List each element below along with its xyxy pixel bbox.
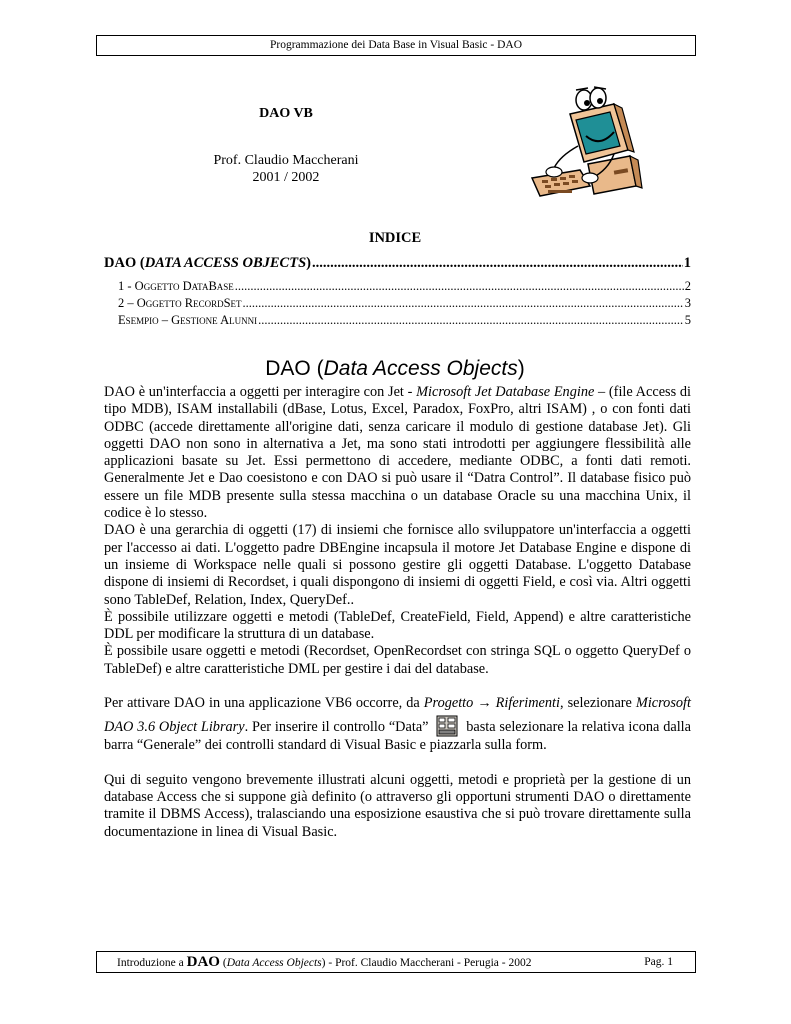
- toc-entry-label: Esempio – Gestione Alunni: [118, 313, 258, 327]
- paragraph: È possibile utilizzare oggetti e metodi (TableDef, CreateField, Field, Append) e altre caratteristiche DDL per modificare la struttura di un database.: [104, 608, 691, 643]
- section-heading: DAO (Data Access Objects): [265, 357, 525, 380]
- toc-entry-page: 5: [684, 313, 691, 327]
- toc-leader: [243, 296, 684, 311]
- toc-entry[interactable]: [118, 296, 691, 311]
- body-text: [104, 384, 691, 841]
- toc-main-page: 1: [683, 255, 691, 271]
- toc-entry-page: 3: [684, 296, 691, 310]
- paragraph: DAO è un'interfaccia a oggetti per interagire con Jet - Microsoft Jet Database Engine – (file Access di tipo MDB), ISAM installabili (dBase, Lotus, Excel, Paradox, FoxPro, altri ISAM) , o con fonti dati ODBC (accede direttamente all'origine dati, senza caricare il modulo di gestione database Jet). Gli oggetti DAO non sono in alternativa a Jet, ma sono stati introdotti per aggiungere flessibilità alle applicazioni basate su Jet. Essi permettono di accedere, mediante ODBC, a fonti dati remoti. Generalmente Jet e Dao coesistono e con DAO si può usare il “Datra Control”. Il database fisico può essere un file MDB presente sulla stessa macchina o un database Oracle su una macchina Unix, il codice è lo stesso.: [104, 384, 692, 522]
- toc-entry-label: 2 – Oggetto RecordSet: [118, 296, 242, 310]
- paragraph: Per attivare DAO in una applicazione VB6 occorre, da Progetto → Riferimenti, selezionare Microsoft DAO 3.6 Object Library. Per inserire il controllo “Data” basta selezionare la relativa icona dalla barra “Generale” dei controlli standard di Visual Basic e piazzarla sulla form.: [104, 695, 691, 754]
- footer-text: Introduzione a DAO (Data Access Objects) - Prof. Claudio Maccherani - Perugia - 2002: [117, 954, 532, 970]
- paragraph: È possibile usare oggetti e metodi (Recordset, OpenRecordset con stringa SQL o oggetto QueryDef o TableDef) e altre caratteristiche DML per gestire i dai del database.: [104, 643, 691, 677]
- toc-leader: [312, 255, 683, 272]
- toc-entry-label: 1 - Oggetto DataBase: [118, 279, 234, 293]
- toc-main-label: DAO (DATA ACCESS OBJECTS): [104, 255, 311, 271]
- toc-leader: [235, 279, 684, 294]
- toc-entry[interactable]: [118, 279, 691, 294]
- toc-heading: INDICE: [368, 230, 422, 246]
- page-number: Pag. 1: [644, 956, 673, 968]
- paragraph: DAO è una gerarchia di oggetti (17) di insiemi che fornisce allo sviluppatore un'interfaccia a oggetti per l'accesso ai dati. L'oggetto padre DBEngine incapsula il motore Jet Database Engine e dispone di un insieme di Workspace nelle quali si possono gestire gli oggetti Database. L'oggetto Database dispone di insiemi di Recordset, i quali dispongono di insiemi di oggetti Field, e così via. Altri oggetti sono TableDef, Relation, Index, QueryDef..: [104, 522, 691, 608]
- doc-title: DAO VB: [259, 106, 313, 121]
- toc-entry-main[interactable]: [104, 255, 691, 272]
- page-footer: [96, 951, 696, 973]
- toc-entry[interactable]: [118, 313, 691, 328]
- academic-year: 2001 / 2002: [252, 170, 320, 185]
- data-control-icon: [436, 715, 458, 737]
- header-text: Programmazione dei Data Base in Visual Basic - DAO: [269, 39, 523, 51]
- toc-leader: [258, 313, 684, 328]
- page-header: [96, 35, 696, 56]
- paragraph: Qui di seguito vengono brevemente illustrati alcuni oggetti, metodi e proprietà per la gestione di un database Access che si suppone già definito (o attraverso gli opportuni strumenti DAO o direttamente tramite il DBMS Access), tralasciando una esposizione esaustiva che si può trovare direttamente sulla documentazione in linea di Visual Basic.: [104, 771, 691, 840]
- toc-entry-page: 2: [684, 279, 691, 293]
- cartoon-computer-icon: [518, 86, 644, 202]
- author-name: Prof. Claudio Maccherani: [213, 153, 359, 168]
